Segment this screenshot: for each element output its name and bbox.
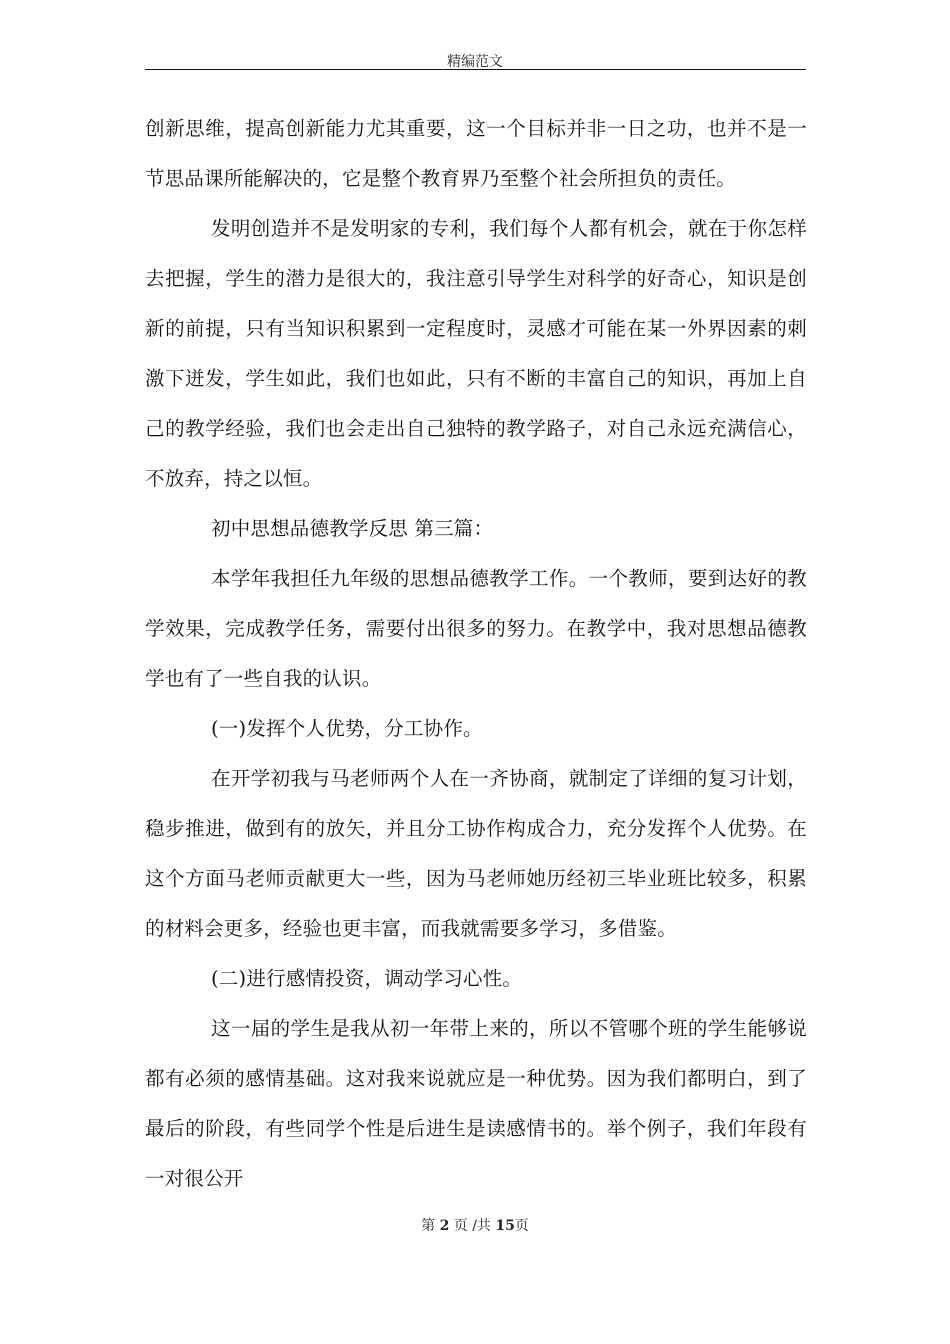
paragraph: 在开学初我与马老师两个人在一齐协商，就制定了详细的复习计划，稳步推进，做到有的放矢，并且分工协作构成合力，充分发挥个人优势。在这个方面马老师贡献更大一些，因为马老师她历经初三毕业班比较多，积累的材料会更多，经验也更丰富，而我就需要多学习，多借鉴。 <box>145 767 807 940</box>
document-body <box>145 104 807 1204</box>
total-page-count: 15 <box>495 1218 515 1234</box>
paragraph: 发明创造并不是发明家的专利，我们每个人都有机会，就在于你怎样去把握，学生的潜力是很大的，我注意引导学生对科学的好奇心，知识是创新的前提，只有当知识积累到一定程度时，灵感才可能在某一外界因素的刺激下迸发，学生如此，我们也如此，只有不断的丰富自己的知识，再加上自己的教学经验，我们也会走出自己独特的教学路子，对自己永远充满信心，不放弃，持之以恒。 <box>145 217 807 490</box>
section-title: 初中思想品德教学反思 第三篇： <box>211 517 494 540</box>
footer-middle: 页 /共 <box>453 1218 491 1234</box>
footer-suffix: 页 <box>514 1218 529 1234</box>
subheading: (二)进行感情投资，调动学习心性。 <box>211 967 523 990</box>
subheading: (一)发挥个人优势，分工协作。 <box>211 717 483 740</box>
page-header-title: 精编范文 <box>447 54 503 70</box>
paragraph: 这一届的学生是我从初一年带上来的，所以不管哪个班的学生能够说都有必须的感情基础。这对我来说就应是一种优势。因为我们都明白，到了最后的阶段，有些同学个性是后进生是读感情书的。举个例子，我们年段有一对很公开 <box>145 1017 807 1190</box>
paragraph: 本学年我担任九年级的思想品德教学工作。一个教师，要到达好的教学效果，完成教学任务，需要付出很多的努力。在教学中，我对思想品德教学也有了一些自我的认识。 <box>145 567 807 690</box>
footer-prefix: 第 <box>421 1218 436 1234</box>
page-footer <box>0 1217 950 1235</box>
header-divider <box>145 69 806 70</box>
paragraph-continuation: 创新思维，提高创新能力尤其重要，这一个目标并非一日之功，也并不是一节思品课所能解决的，它是整个教育界乃至整个社会所担负的责任。 <box>145 117 807 190</box>
current-page-number: 2 <box>439 1218 450 1234</box>
